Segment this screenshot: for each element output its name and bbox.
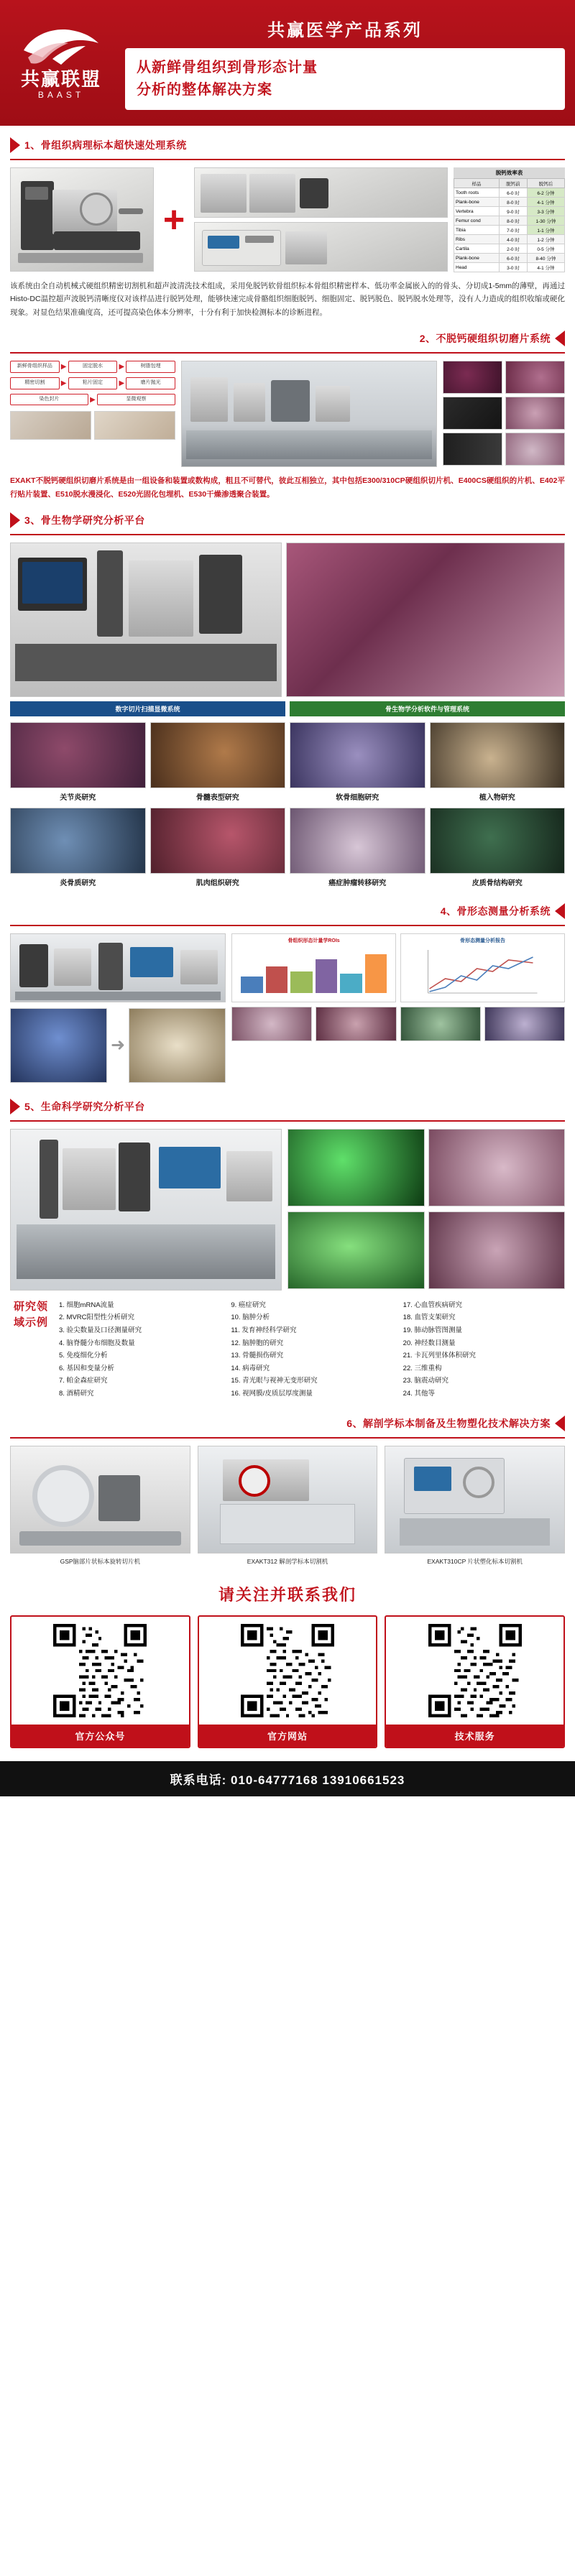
tile xyxy=(10,808,146,887)
research-item: 2. MVRC阳型性分析研究 xyxy=(59,1314,135,1322)
section-2-description xyxy=(10,474,565,501)
section-1-number: 1、 xyxy=(24,139,41,151)
section-1-rule xyxy=(10,159,565,160)
product-caption: GSP脑部片状标本旋转切片机 xyxy=(60,1558,141,1566)
tile-image xyxy=(10,808,146,874)
tile-image xyxy=(430,808,566,874)
qr-code-icon xyxy=(428,1624,522,1717)
arrow-icon xyxy=(555,331,565,346)
micrograph-overlay xyxy=(428,1211,566,1289)
photo-whole-slide-image xyxy=(286,543,565,697)
product-card xyxy=(10,1446,190,1566)
section-4-title: 骨形态测量分析系统 xyxy=(456,905,551,917)
micrograph xyxy=(400,1007,481,1041)
flow-step: 粘片固定 xyxy=(68,377,118,389)
table-row: Plank-bone 8-0 时 4-1 分钟 xyxy=(454,198,565,207)
eagle-logo-icon xyxy=(21,26,101,68)
flow-step: 显微观察 xyxy=(97,394,175,406)
section-1-photos xyxy=(10,167,565,272)
section-2-flow xyxy=(10,361,175,440)
section-5-body xyxy=(0,1129,575,1400)
tile-label: 皮质骨结构研究 xyxy=(472,879,523,887)
table-header-row xyxy=(454,179,565,188)
tile-label: 癌症肿瘤转移研究 xyxy=(328,879,387,887)
section-2-body xyxy=(0,361,575,501)
arrow-right-icon: ➜ xyxy=(110,1035,126,1056)
research-item: 16. 视网膜/皮质层厚度测量 xyxy=(231,1389,313,1398)
table-caption: 脱钙效率表 xyxy=(454,167,565,178)
research-item: 5. 免疫细化分析 xyxy=(59,1352,108,1360)
section-5-title: 生命科学研究分析平台 xyxy=(40,1100,145,1112)
section-5-rule xyxy=(10,1120,565,1122)
th-2: 脱钙后 xyxy=(527,179,564,188)
section-3-number: 3、 xyxy=(24,514,41,526)
product-caption: EXAKT310CP 片状塑化标本切割机 xyxy=(427,1558,523,1566)
micrograph xyxy=(443,433,502,466)
photo-slide-sample xyxy=(10,411,91,440)
photo-precision-saw xyxy=(10,167,154,272)
section-3-rule xyxy=(10,534,565,535)
photo-gsp-slicer xyxy=(10,1446,190,1554)
research-item: 18. 血管支架研究 xyxy=(402,1314,456,1322)
research-item: 7. 帕金森症研究 xyxy=(59,1377,108,1385)
qr-cards xyxy=(0,1615,575,1748)
tile-image xyxy=(430,722,566,788)
photo-slide-sample xyxy=(94,411,175,440)
table-row: Tibia 7-0 时 1-1 分钟 xyxy=(454,226,565,235)
section-6-number: 6、 xyxy=(346,1418,363,1430)
arrow-icon xyxy=(555,1416,565,1431)
flow-step: 树脂包埋 xyxy=(126,361,175,373)
render-3d-surface xyxy=(288,1211,425,1289)
flow-step: 磨片抛光 xyxy=(126,377,175,389)
arrow-icon xyxy=(10,137,20,153)
bone-section-render xyxy=(129,1008,226,1083)
decal-efficiency-table xyxy=(454,167,565,272)
header-subtitle-line-2: 分析的整体解决方案 xyxy=(137,82,272,98)
flow-arrow-icon: ▶ xyxy=(60,363,67,371)
research-item: 9. 癌症研究 xyxy=(231,1301,266,1309)
table-row: Femur cond 8-0 时 1-30 分钟 xyxy=(454,216,565,226)
section-2-title: 不脱钙硬组织切磨片系统 xyxy=(436,333,551,345)
qr-card-website[interactable] xyxy=(198,1615,378,1748)
section-2-micrographs xyxy=(443,361,565,466)
micrograph-tissue xyxy=(428,1129,566,1206)
section-1-title: 骨组织病理标本超快速处理系统 xyxy=(40,139,187,151)
arrow-icon xyxy=(10,512,20,528)
micrograph xyxy=(231,1007,312,1041)
tile-image xyxy=(290,808,426,874)
table-row: Vertebra 9-0 时 3-3 分钟 xyxy=(454,207,565,216)
micrograph xyxy=(316,1007,396,1041)
section-6-body xyxy=(0,1446,575,1566)
section-1-description: 该系统由全自动机械式硬组织精密切割机和超声波清洗技术组成，采用免脱钙软骨组织标本骨组织精密样本、低功率金属嵌入的的骨头、分切成1-5mm的薄壁，再通过Histo-DC温控超声波脱钙清晰度仪对该样品进行脱钙处理，能够快速完成骨骼组织细胞脱钙、细胞固定、脱钙脱色、脱钙脱水处理等，没有人力造成的组织收缩或硬化现象。对显色结果准确度高，还可提高染色体本分辨率，十分有利于加快检测标本的诊断进程。 xyxy=(10,282,565,317)
qr-label: 官方网站 xyxy=(199,1725,377,1747)
tile-image xyxy=(150,808,286,874)
research-areas-list xyxy=(59,1299,565,1400)
research-item: 14. 病毒研究 xyxy=(231,1364,270,1372)
section-1-heading xyxy=(0,137,575,153)
tile-image xyxy=(150,722,286,788)
research-item: 20. 神经数目测量 xyxy=(402,1339,456,1347)
micrograph xyxy=(484,1007,565,1041)
micrograph xyxy=(443,361,502,394)
brand-name-en: BAAST xyxy=(37,90,85,101)
banner-scanner: 数字切片扫描显微系统 xyxy=(10,701,285,716)
tile-image xyxy=(290,722,426,788)
section-6-rule xyxy=(10,1437,565,1439)
qr-code-icon xyxy=(241,1624,334,1717)
research-item: 13. 骨髓损伤研究 xyxy=(231,1352,284,1360)
section-3-heading xyxy=(0,512,575,528)
research-item: 23. 脑震动研究 xyxy=(402,1377,449,1385)
qr-image-wrap xyxy=(199,1617,377,1725)
section-4-number: 4、 xyxy=(440,905,457,917)
section-3-body xyxy=(0,543,575,887)
chart-rois xyxy=(231,933,396,1002)
th-1: 脱钙前 xyxy=(499,179,527,188)
section-2-rule xyxy=(10,352,565,354)
photo-stereology-system xyxy=(10,1129,282,1291)
qr-image-wrap xyxy=(386,1617,564,1725)
chart-report xyxy=(400,933,565,1002)
research-item: 12. 脑肿胞的研究 xyxy=(231,1339,284,1347)
section-3-title: 骨生物学研究分析平台 xyxy=(40,514,145,526)
research-item: 17. 心血管疾病研究 xyxy=(402,1301,463,1309)
micrograph xyxy=(505,361,565,394)
plus-icon: + xyxy=(162,199,185,241)
bone-section-render xyxy=(10,1008,107,1083)
photo-morphometry-microscope xyxy=(10,933,226,1002)
contact-phone-bar: 联系电话: 010-64777168 13910661523 xyxy=(0,1761,575,1796)
photo-exakt312 xyxy=(198,1446,378,1554)
flow-step: 新鲜骨组织样品 xyxy=(10,361,60,373)
section-4-body xyxy=(0,933,575,1083)
research-item: 21. 卡瓦列里体体积研究 xyxy=(402,1352,477,1360)
research-item: 15. 青光眼与视神无变形研究 xyxy=(231,1377,318,1385)
research-item: 4. 脑脊髓分布细胞及数量 xyxy=(59,1339,135,1347)
research-item: 6. 基因和变量分析 xyxy=(59,1364,115,1372)
tile-label: 骨髓表型研究 xyxy=(196,793,239,802)
flow-step: 固定脱水 xyxy=(68,361,118,373)
research-item: 3. 验尖数量及口径测量研究 xyxy=(59,1326,142,1334)
photo-exakt310cp xyxy=(385,1446,565,1554)
tile xyxy=(430,808,566,887)
decal-efficiency-table-wrap xyxy=(454,167,565,272)
qr-label: 官方公众号 xyxy=(12,1725,189,1747)
tile-image xyxy=(10,722,146,788)
tile xyxy=(10,722,146,802)
qr-code-icon xyxy=(53,1624,147,1717)
tile-label: 关节炎研究 xyxy=(60,793,96,802)
research-item: 10. 脑肿分析 xyxy=(231,1314,270,1322)
section-2-desc-highlight: EXAKT不脱钙硬组织切磨片系统是由一组设备和装置或数构成，粗且不可替代，彼此互相独立，其中包括E300/310CP硬组织切片机、E400CS硬组织的片机、E402平行贴片装置、E510脱水漫浸化、E520光固化包埋机、E530干燥渗透聚合装置。 xyxy=(10,476,565,499)
section-4-heading xyxy=(0,903,575,919)
table-row: Cartila 2-0 时 0-5 分钟 xyxy=(454,244,565,254)
page-header xyxy=(0,0,575,126)
section-5-heading xyxy=(0,1099,575,1114)
table-row: Head 3-0 时 4-1 分钟 xyxy=(454,263,565,272)
table-row: Tooth roots 6-0 时 6-2 分钟 xyxy=(454,188,565,198)
qr-label: 技术服务 xyxy=(386,1725,564,1747)
flow-arrow-icon: ▶ xyxy=(90,395,96,404)
qr-card-support[interactable] xyxy=(385,1615,565,1748)
micrograph xyxy=(443,397,502,430)
product-card xyxy=(198,1446,378,1566)
research-item: 11. 发育神经科学研究 xyxy=(231,1326,297,1334)
qr-card-wechat[interactable] xyxy=(10,1615,190,1748)
research-areas xyxy=(10,1299,565,1400)
page-title: 共赢医学产品系列 xyxy=(267,21,423,40)
micrograph xyxy=(505,433,565,466)
micrograph xyxy=(505,397,565,430)
arrow-icon xyxy=(555,903,565,919)
tile-label: 植入物研究 xyxy=(479,793,515,802)
arrow-icon xyxy=(10,1099,20,1114)
header-subtitle-box xyxy=(125,48,565,110)
photo-digital-slide-scanner xyxy=(10,543,282,697)
photo-ultrasonic-bath xyxy=(194,167,448,218)
research-item: 1. 细胞mRNA流量 xyxy=(59,1301,114,1309)
table-row: Ribs 4-0 时 1-2 分钟 xyxy=(454,235,565,244)
flow-step: 精密切割 xyxy=(10,377,60,389)
research-item: 24. 其他等 xyxy=(402,1389,436,1398)
photo-exakt-lab-bench xyxy=(181,361,437,467)
section-5-number: 5、 xyxy=(24,1100,41,1112)
micrograph-cells xyxy=(288,1129,425,1206)
tile xyxy=(290,808,426,887)
research-item: 8. 酒精研究 xyxy=(59,1389,94,1398)
header-content xyxy=(115,16,575,110)
tile xyxy=(290,722,426,802)
contact-title: 请关注并联系我们 xyxy=(218,1586,356,1605)
chart-rois-title: 骨组织形态计量学ROIs xyxy=(288,938,340,943)
section-2-heading xyxy=(0,331,575,346)
section-6-title: 解剖学标本制备及生物塑化技术解决方案 xyxy=(363,1418,551,1430)
section-1-body xyxy=(0,167,575,319)
brand-name-cn: 共赢联盟 xyxy=(20,68,101,90)
qr-image-wrap xyxy=(12,1617,189,1725)
table-row: Plank-bone 6-0 时 8-40 分钟 xyxy=(454,254,565,263)
tile-label: 软骨细胞研究 xyxy=(336,793,380,802)
research-item: 19. 肺动脉管图测量 xyxy=(402,1326,463,1334)
table-body xyxy=(454,188,565,272)
brand-logo xyxy=(7,9,115,117)
banner-software: 骨生物学分析软件与管理系统 xyxy=(290,701,565,716)
product-caption: EXAKT312 解剖学标本切割机 xyxy=(247,1558,328,1566)
tile-label: 炎骨质研究 xyxy=(60,879,96,887)
research-areas-title: 研究领域示例 xyxy=(13,1300,48,1329)
tile-label: 肌肉组织研究 xyxy=(196,879,239,887)
th-0: 样品 xyxy=(454,179,500,188)
product-card xyxy=(385,1446,565,1566)
research-item: 22. 三维重构 xyxy=(402,1364,442,1372)
tile xyxy=(150,722,286,802)
tile xyxy=(150,808,286,887)
section-2-number: 2、 xyxy=(419,333,436,345)
section-3-banners xyxy=(10,701,565,716)
section-6-heading xyxy=(0,1416,575,1431)
flow-arrow-icon: ▶ xyxy=(119,363,125,371)
section-4-rule xyxy=(10,925,565,926)
header-subtitle-line-1: 从新鲜骨组织到骨形态计量 xyxy=(137,60,318,75)
flow-arrow-icon: ▶ xyxy=(60,379,67,387)
photo-decal-unit xyxy=(194,222,448,272)
flow-arrow-icon: ▶ xyxy=(119,379,125,387)
flow-step: 染色封片 xyxy=(10,394,88,406)
chart-report-title: 骨形态测量分析报告 xyxy=(460,938,505,943)
tile xyxy=(430,722,566,802)
